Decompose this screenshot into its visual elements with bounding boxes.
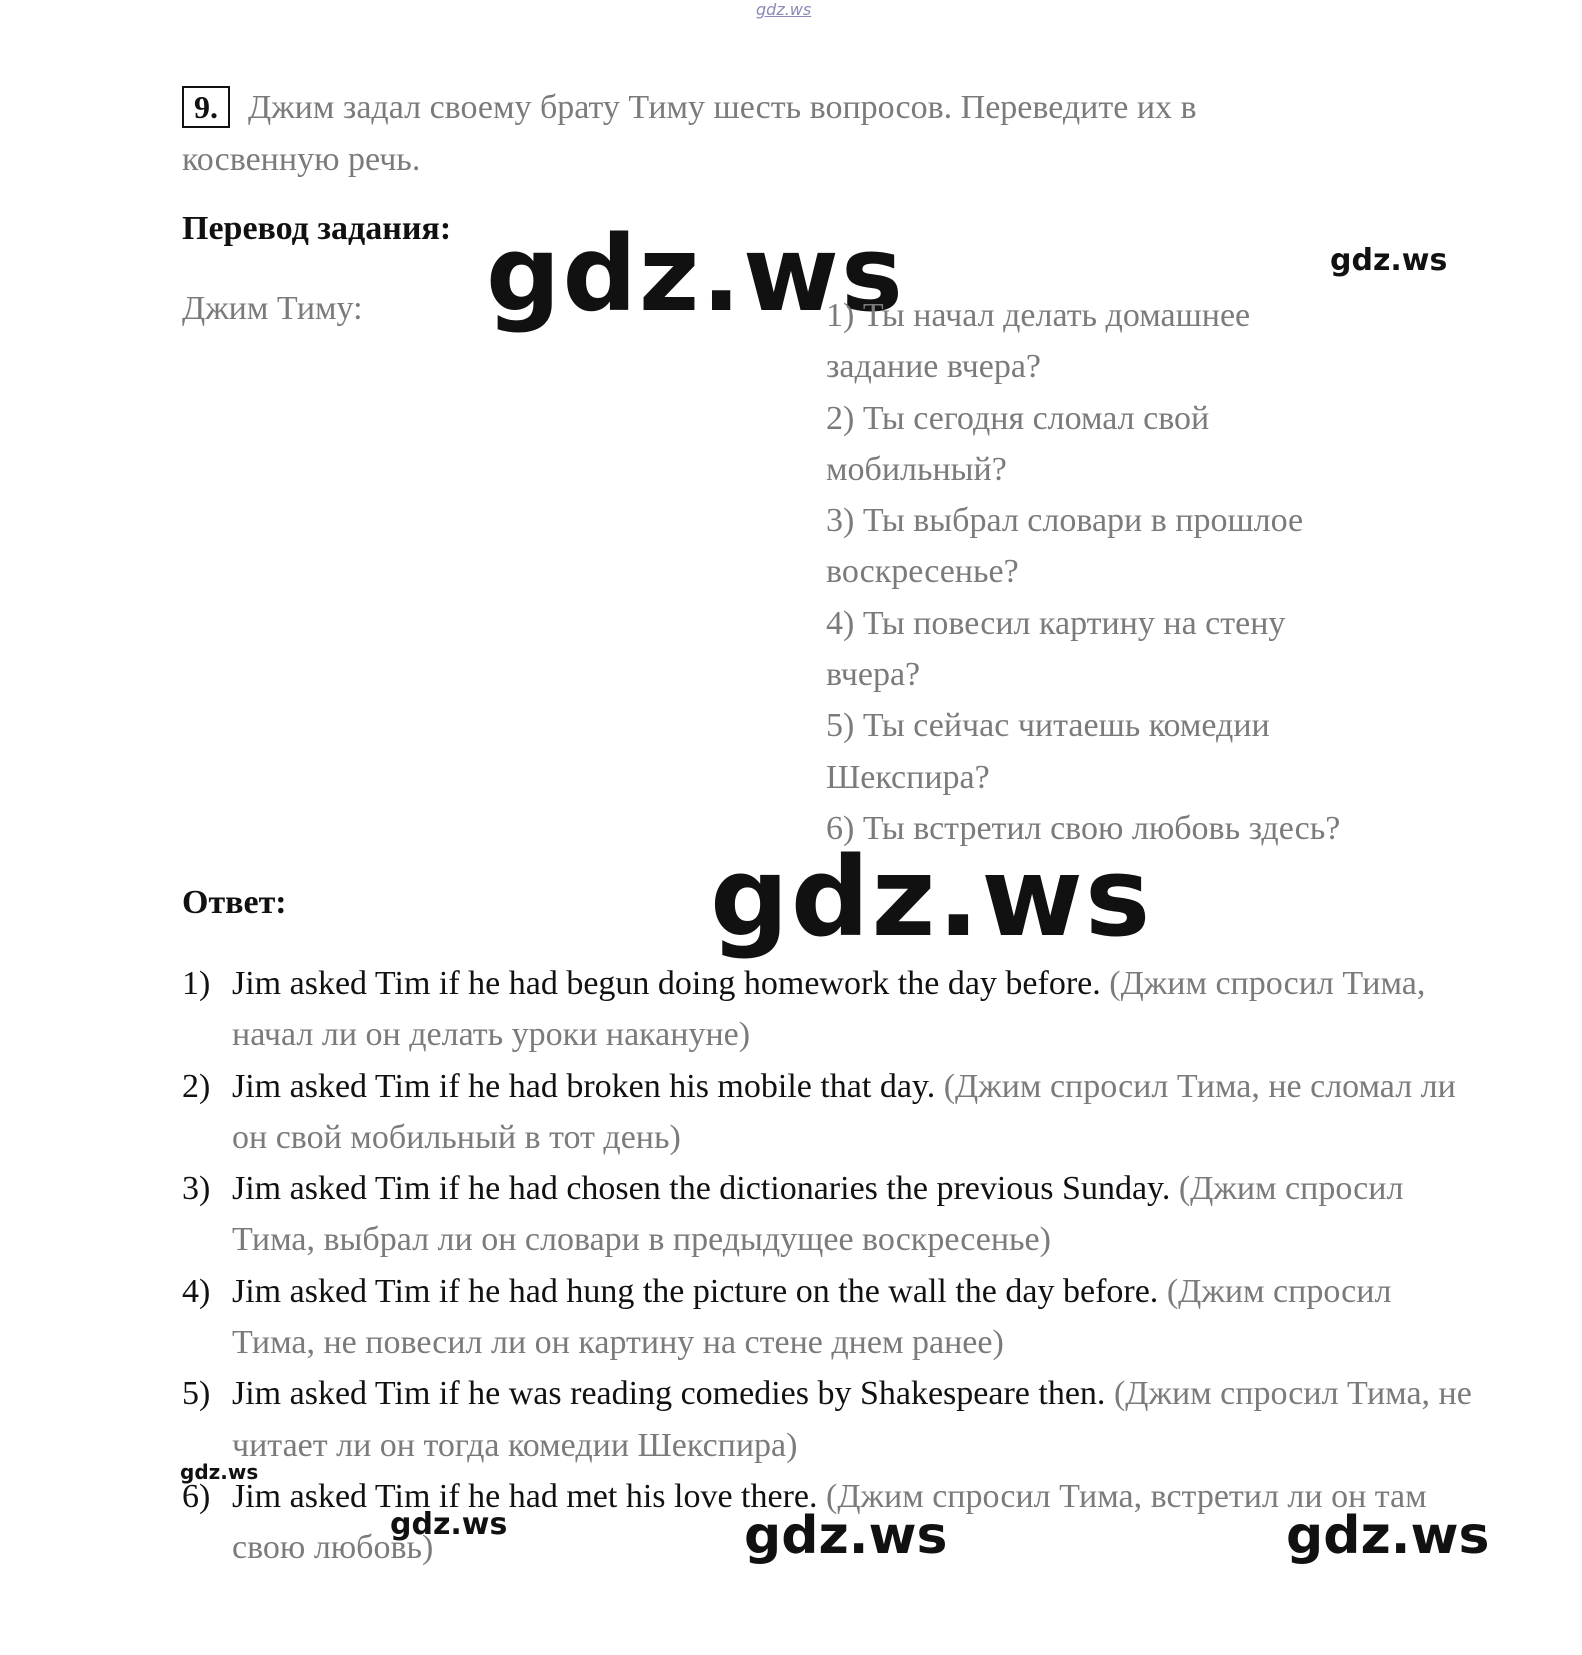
answer-number: 4)	[182, 1272, 211, 1310]
watermark-small-1: gdz.ws	[180, 1460, 259, 1484]
answer-heading: Ответ:	[182, 884, 287, 921]
watermark-top: gdz.ws	[756, 0, 812, 19]
question-item: 1) Ты начал делать домашнее	[826, 297, 1251, 334]
watermark-small-2: gdz.ws	[390, 1507, 508, 1542]
task-text-line2: косвенную речь.	[182, 141, 421, 178]
question-list	[826, 290, 1446, 854]
answer-russian: (Джим спросил Тима, не сломал ли он свой мобильный в тот день)	[232, 1067, 1456, 1156]
question-item-cont: вчера?	[826, 656, 921, 694]
answer-russian: (Джим спросил Тима, встретил ли он там свою любовь)	[232, 1477, 1427, 1567]
answer-english: Jim asked Tim if he had hung the picture on the wall the day before.	[232, 1272, 1159, 1310]
question-item-cont: задание вчера?	[826, 348, 1042, 386]
question-item: 5) Ты сейчас читаешь комедии	[826, 707, 1270, 745]
answer-english: Jim asked Tim if he had met his love there.	[232, 1477, 818, 1515]
answer-item	[182, 1061, 1482, 1164]
question-item: 6) Ты встретил свою любовь здесь?	[826, 809, 1341, 847]
question-item-cont: мобильный?	[826, 450, 1007, 488]
answer-number: 5)	[182, 1375, 211, 1413]
answer-russian: (Джим спросил Тима, не читает ли он тогда комедии Шекспира)	[232, 1375, 1472, 1464]
question-item: 2) Ты сегодня сломал свой	[826, 399, 1210, 437]
answer-item	[182, 1368, 1482, 1471]
question-item-cont: воскресенье?	[826, 553, 1019, 591]
question-item: 4) Ты повесил картину на стену	[826, 604, 1286, 642]
speaker-label: Джим Тиму:	[182, 290, 363, 327]
answer-english: Jim asked Tim if he had begun doing homework the day before.	[232, 965, 1101, 1002]
answer-item	[182, 958, 1482, 1061]
answer-russian: (Джим спросил Тима, начал ли он делать уроки накануне)	[232, 965, 1426, 1054]
watermark-large-1: gdz.ws	[486, 213, 905, 335]
task-text-line1: Джим задал своему брату Тиму шесть вопросов. Переведите их в	[248, 89, 1197, 126]
answer-number: 2)	[182, 1067, 211, 1105]
watermark-side: gdz.ws	[1330, 243, 1448, 278]
answer-english: Jim asked Tim if he had chosen the dictionaries the previous Sunday.	[232, 1170, 1171, 1208]
answer-item	[182, 1163, 1482, 1266]
answer-list	[182, 958, 1482, 1574]
answer-russian: (Джим спросил Тима, не повесил ли он картину на стене днем ранее)	[232, 1272, 1392, 1362]
watermark-bottom-2: gdz.ws	[1286, 1506, 1490, 1566]
watermark-bottom-1: gdz.ws	[744, 1506, 948, 1566]
answer-english: Jim asked Tim if he had broken his mobile that day.	[232, 1067, 936, 1105]
answer-number: 3)	[182, 1170, 211, 1208]
answer-number: 1)	[182, 965, 211, 1002]
answer-item	[182, 1266, 1482, 1369]
question-item: 3) Ты выбрал словари в прошлое	[826, 502, 1304, 540]
translation-heading: Перевод задания:	[182, 210, 452, 247]
answer-english: Jim asked Tim if he was reading comedies by Shakespeare then.	[232, 1375, 1106, 1413]
watermark-large-2: gdz.ws	[710, 833, 1153, 961]
answer-number: 6)	[182, 1477, 211, 1515]
exercise-number: 9.	[182, 86, 230, 128]
answer-russian: (Джим спросил Тима, выбрал ли он словари в предыдущее воскресенье)	[232, 1170, 1404, 1259]
question-item-cont: Шекспира?	[826, 758, 990, 796]
